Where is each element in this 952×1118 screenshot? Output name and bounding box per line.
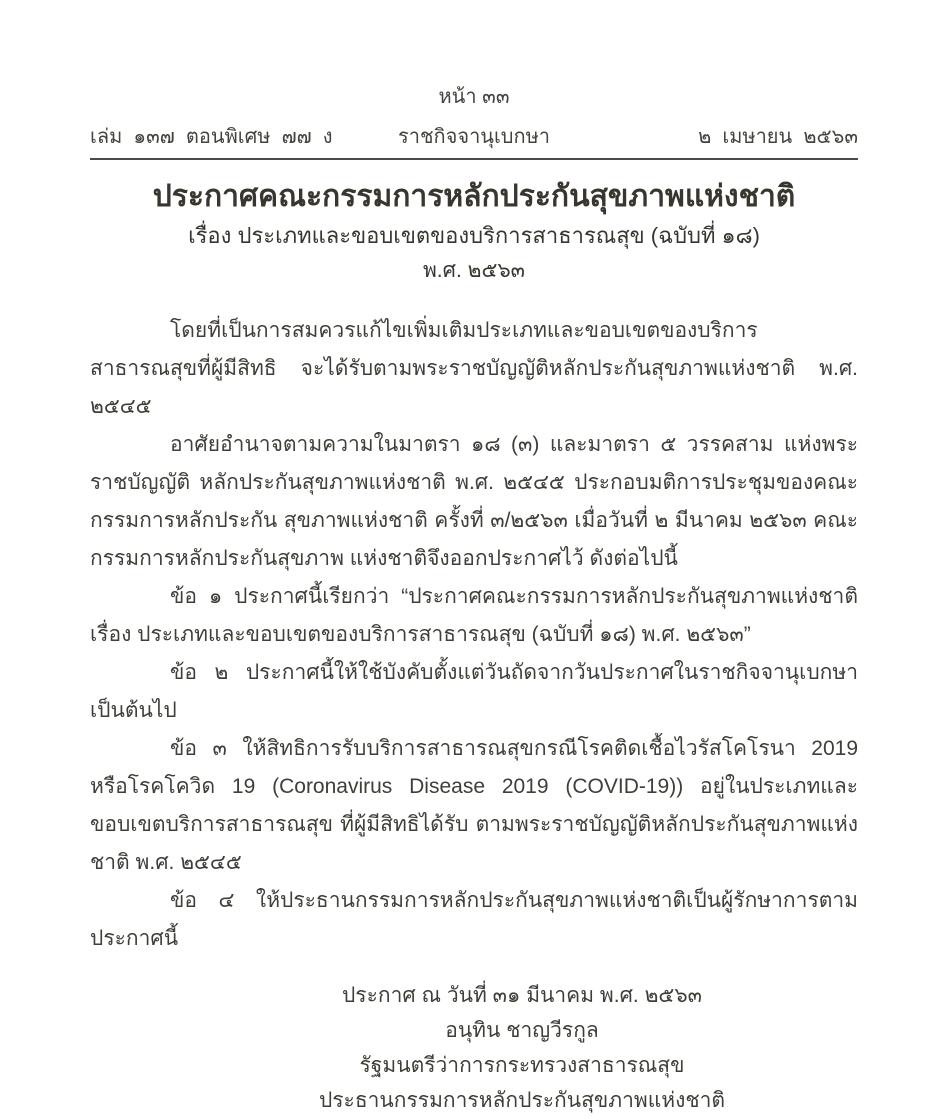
signatory-title-chairman: ประธานกรรมการหลักประกันสุขภาพแห่งชาติ <box>318 1089 726 1112</box>
volume-info: เล่ม ๑๓๗ ตอนพิเศษ ๗๗ ง <box>90 126 333 148</box>
gazette-info-row <box>90 120 858 152</box>
page-number-label: หน้า ๓๓ <box>438 86 510 108</box>
gazette-header <box>90 0 858 160</box>
announcement-body <box>90 312 858 958</box>
paragraph-authority: อาศัยอำนาจตามความในมาตรา ๑๘ (๓) และมาตรา ๕ วรรคสาม แห่งพระราชบัญญัติ หลักประกันสุขภาพแห่งชาติ พ.ศ. ๒๕๔๕ ประกอบมติการประชุมของคณะกรรมการหลักประกัน สุขภาพแห่งชาติ ครั้งที่ ๓/๒๕๖๓ เมื่อวันที่ ๒ มีนาคม ๒๕๖๓ คณะกรรมการหลักประกันสุขภาพ แห่งชาติจึงออกประกาศไว้ ดังต่อไปนี้ <box>90 433 858 570</box>
header-divider <box>90 158 858 160</box>
signatory-name: อนุทิน ชาญวีรกูล <box>445 1019 599 1042</box>
issue-date: ๒ เมษายน ๒๕๖๓ <box>698 126 858 148</box>
paragraph-clause-3: ข้อ ๓ ให้สิทธิการรับบริการสาธารณสุขกรณีโรคติดเชื้อไวรัสโคโรนา 2019 หรือโรคโควิด 19 (Coronavirus Disease 2019 (COVID-19)) อยู่ในประเภทและขอบเขตบริการสาธารณสุข ที่ผู้มีสิทธิได้รับ ตามพระราชบัญญัติหลักประกันสุขภาพแห่งชาติ พ.ศ. ๒๕๔๕ <box>90 737 858 874</box>
paragraph-clause-4: ข้อ ๔ ให้ประธานกรรมการหลักประกันสุขภาพแห่งชาติเป็นผู้รักษาการตามประกาศนี้ <box>90 889 858 950</box>
signatory-title-minister: รัฐมนตรีว่าการกระทรวงสาธารณสุข <box>359 1054 685 1077</box>
announcement-year: พ.ศ. ๒๕๖๓ <box>422 259 526 282</box>
signature-block <box>138 978 906 1118</box>
gazette-name: ราชกิจจานุเบกษา <box>397 126 551 148</box>
paragraph-clause-1: ข้อ ๑ ประกาศนี้เรียกว่า “ประกาศคณะกรรมการหลักประกันสุขภาพแห่งชาติ เรื่อง ประเภทและขอบเขตของบริการสาธารณสุข (ฉบับที่ ๑๘) พ.ศ. ๒๕๖๓” <box>90 585 858 646</box>
page-content <box>90 0 858 1118</box>
paragraph-preamble: โดยที่เป็นการสมควรแก้ไขเพิ่มเติมประเภทและขอบเขตของบริการสาธารณสุขที่ผู้มีสิทธิ จะได้รับตามพระราชบัญญัติหลักประกันสุขภาพแห่งชาติ พ.ศ. ๒๕๔๕ <box>90 319 858 418</box>
paragraph-clause-2: ข้อ ๒ ประกาศนี้ให้ใช้บังคับตั้งแต่วันถัดจากวันประกาศในราชกิจจานุเบกษาเป็นต้นไป <box>90 661 858 722</box>
announcement-title-block <box>90 176 858 288</box>
announcement-subject: เรื่อง ประเภทและขอบเขตของบริการสาธารณสุข (ฉบับที่ ๑๘) <box>188 223 760 248</box>
announcement-organization: ประกาศคณะกรรมการหลักประกันสุขภาพแห่งชาติ <box>152 180 796 213</box>
signature-date: ประกาศ ณ วันที่ ๓๑ มีนาคม พ.ศ. ๒๕๖๓ <box>341 984 703 1007</box>
